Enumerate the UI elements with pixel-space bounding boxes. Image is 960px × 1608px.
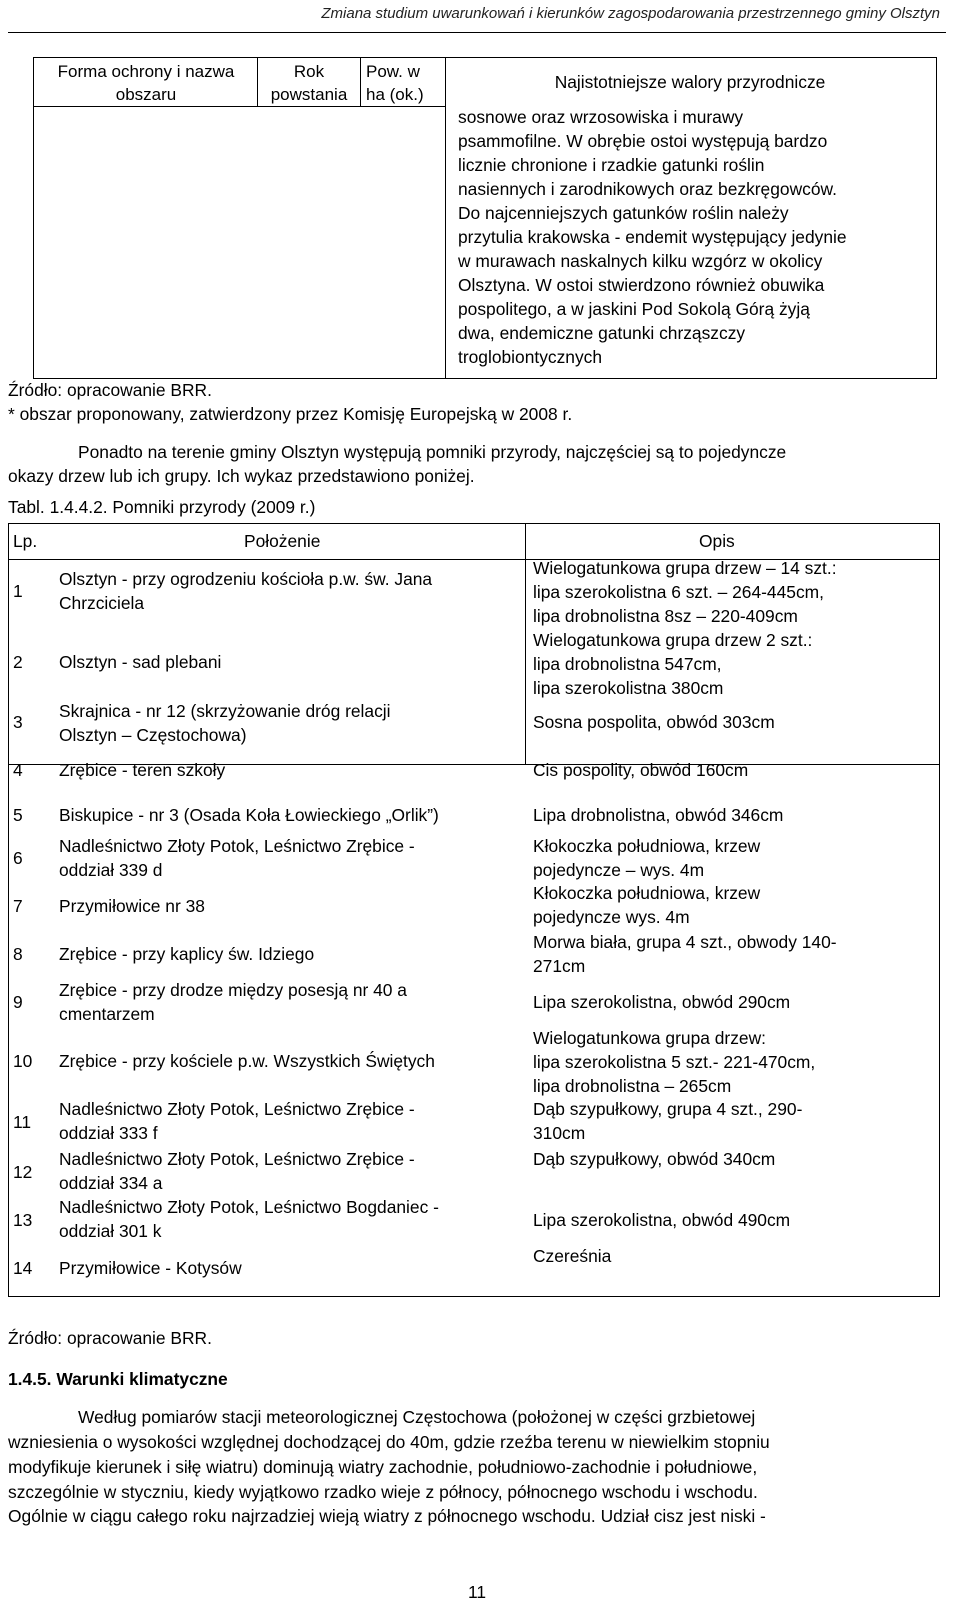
running-header: Zmiana studium uwarunkowań i kierunków zagospodarowania przestrzennego gminy Olsztyn — [321, 5, 940, 22]
source-note: Źródło: opracowanie BRR. — [8, 380, 212, 400]
row-number: 13 — [13, 1210, 33, 1230]
row-description: Lipa szerokolistna, obwód 490cm — [533, 1210, 791, 1230]
row-description: Lipa drobnolistna, obwód 346cm — [533, 805, 784, 825]
header-year: Rok powstania — [270, 62, 348, 104]
row-description: Wielogatunkowa grupa drzew: lipa szerokolistna 5 szt.- 221-470cm, lipa drobnolistna – 265cm — [533, 1028, 816, 1096]
row-number: 8 — [13, 944, 23, 964]
row-location: Zrębice - przy kaplicy św. Idziego — [59, 944, 315, 964]
footnote: * obszar proponowany, zatwierdzony przez Komisję Europejską w 2008 r. — [8, 404, 573, 424]
col-divider — [445, 58, 446, 378]
col-divider — [257, 58, 258, 106]
row-number: 6 — [13, 848, 23, 868]
header-lp: Lp. — [13, 531, 38, 551]
climate-paragraph-line: modyfikuje kierunek i siłę wiatru) dominują wiatry zachodnie, południowo-zachodnie i południowe, — [8, 1457, 758, 1477]
row-description: Kłokoczka południowa, krzew pojedyncze – wys. 4m — [533, 836, 761, 880]
row-location: Olsztyn - przy ogrodzeniu kościoła p.w. św. Jana Chrzciciela — [59, 569, 433, 613]
row-description: Wielogatunkowa grupa drzew 2 szt.: lipa drobnolistna 547cm, lipa szerokolistna 380cm — [533, 630, 813, 698]
row-number: 4 — [13, 760, 23, 780]
row-number: 14 — [13, 1258, 33, 1278]
row-location: Nadleśnictwo Złoty Potok, Leśnictwo Bogdaniec - oddział 301 k — [59, 1197, 439, 1241]
protected-areas-table — [33, 57, 937, 379]
col-divider — [525, 524, 526, 764]
row-number: 11 — [13, 1112, 32, 1132]
header-form: Forma ochrony i nazwa obszaru — [57, 62, 235, 104]
row-description: Dąb szypułkowy, obwód 340cm — [533, 1149, 776, 1169]
row-description: Morwa biała, grupa 4 szt., obwody 140- 271cm — [533, 932, 837, 976]
row-description: Kłokoczka południowa, krzew pojedyncze wys. 4m — [533, 883, 761, 927]
header-description: Opis — [699, 531, 735, 551]
header-row-divider — [34, 106, 445, 107]
header-area: Pow. w ha (ok.) — [366, 62, 424, 104]
intro-paragraph-line: okazy drzew lub ich grupy. Ich wykaz przedstawiono poniżej. — [8, 466, 475, 486]
row-location: Zrębice - teren szkoły — [59, 760, 226, 780]
row-description: Lipa szerokolistna, obwód 290cm — [533, 992, 791, 1012]
intro-paragraph-line: Ponadto na terenie gminy Olsztyn występują pomniki przyrody, najczęściej są to pojedyncze — [78, 442, 787, 462]
section-heading: 1.4.5. Warunki klimatyczne — [8, 1369, 228, 1389]
values-description: sosnowe oraz wrzosowiska i murawy psammofilne. W obrębie ostoi występują bardzo licznie chronione i rzadkie gatunki roślin nasiennych i zarodnikowych oraz bezkręgowców. Do najcenniejszych gatunków roślin należy przytulia krakowska - endemit występujący jedynie w murawach naskalnych kilku wzgórz w okolicy Olsztyna. W ostoi stwierdzono również obuwika pospolitego, a w jaskini Pod Sokolą Górą żyją dwa, endemiczne gatunki chrząszczy troglobiontycznych — [458, 107, 847, 367]
climate-paragraph-line: wzniesienia o wysokości względnej dochodzącej do 40m, gdzie rzeźba terenu w niewielkim stopniu — [8, 1432, 770, 1452]
row-location: Nadleśnictwo Złoty Potok, Leśnictwo Zrębice - oddział 334 a — [59, 1149, 415, 1193]
row-number: 5 — [13, 805, 23, 825]
table-caption: Tabl. 1.4.4.2. Pomniki przyrody (2009 r.) — [8, 497, 316, 517]
row-number: 1 — [13, 581, 23, 601]
row-number: 9 — [13, 992, 23, 1012]
header-location: Położenie — [244, 531, 321, 551]
source-note: Źródło: opracowanie BRR. — [8, 1328, 212, 1348]
row-location: Przymiłowice nr 38 — [59, 896, 205, 916]
row-location: Olsztyn - sad plebani — [59, 652, 222, 672]
header-values: Najistotniejsze walory przyrodnicze — [554, 72, 826, 92]
row-description: Wielogatunkowa grupa drzew – 14 szt.: lipa szerokolistna 6 szt. – 264-445cm, lipa drobnolistna 8sz – 220-409cm — [533, 558, 837, 626]
row-number: 2 — [13, 652, 23, 672]
page-number: 11 — [468, 1582, 487, 1602]
row-number: 3 — [13, 712, 23, 732]
row-description: Sosna pospolita, obwód 303cm — [533, 712, 775, 732]
climate-paragraph-line: szczególnie w styczniu, kiedy wyjątkowo rzadko wieje z północy, północnego wschodu i wschodu. — [8, 1482, 758, 1502]
row-number: 10 — [13, 1051, 33, 1071]
row-location: Przymiłowice - Kotysów — [59, 1258, 242, 1278]
row-description: Dąb szypułkowy, grupa 4 szt., 290- 310cm — [533, 1099, 803, 1143]
climate-paragraph-line: Według pomiarów stacji meteorologicznej Częstochowa (położonej w części grzbietowej — [78, 1407, 756, 1427]
row-location: Nadleśnictwo Złoty Potok, Leśnictwo Zrębice - oddział 339 d — [59, 836, 415, 880]
row-description: Cis pospolity, obwód 160cm — [533, 760, 749, 780]
header-rule — [8, 32, 946, 33]
row-location: Skrajnica - nr 12 (skrzyżowanie dróg relacji Olsztyn – Częstochowa) — [59, 701, 391, 745]
row-location: Biskupice - nr 3 (Osada Koła Łowieckiego „Orlik”) — [59, 805, 439, 825]
natural-monuments-table — [8, 523, 940, 1297]
row-description: Czereśnia — [533, 1246, 612, 1266]
row-number: 12 — [13, 1162, 33, 1182]
row-number: 7 — [13, 896, 23, 916]
row-location: Zrębice - przy drodze między posesją nr 40 a cmentarzem — [59, 980, 407, 1024]
col-divider — [360, 58, 361, 106]
row-location: Zrębice - przy kościele p.w. Wszystkich Świętych — [59, 1051, 435, 1071]
climate-paragraph-line: Ogólnie w ciągu całego roku najrzadziej wieją wiatry z północnego wschodu. Udział cisz jest niski - — [8, 1506, 766, 1526]
row-location: Nadleśnictwo Złoty Potok, Leśnictwo Zrębice - oddział 333 f — [59, 1099, 415, 1143]
